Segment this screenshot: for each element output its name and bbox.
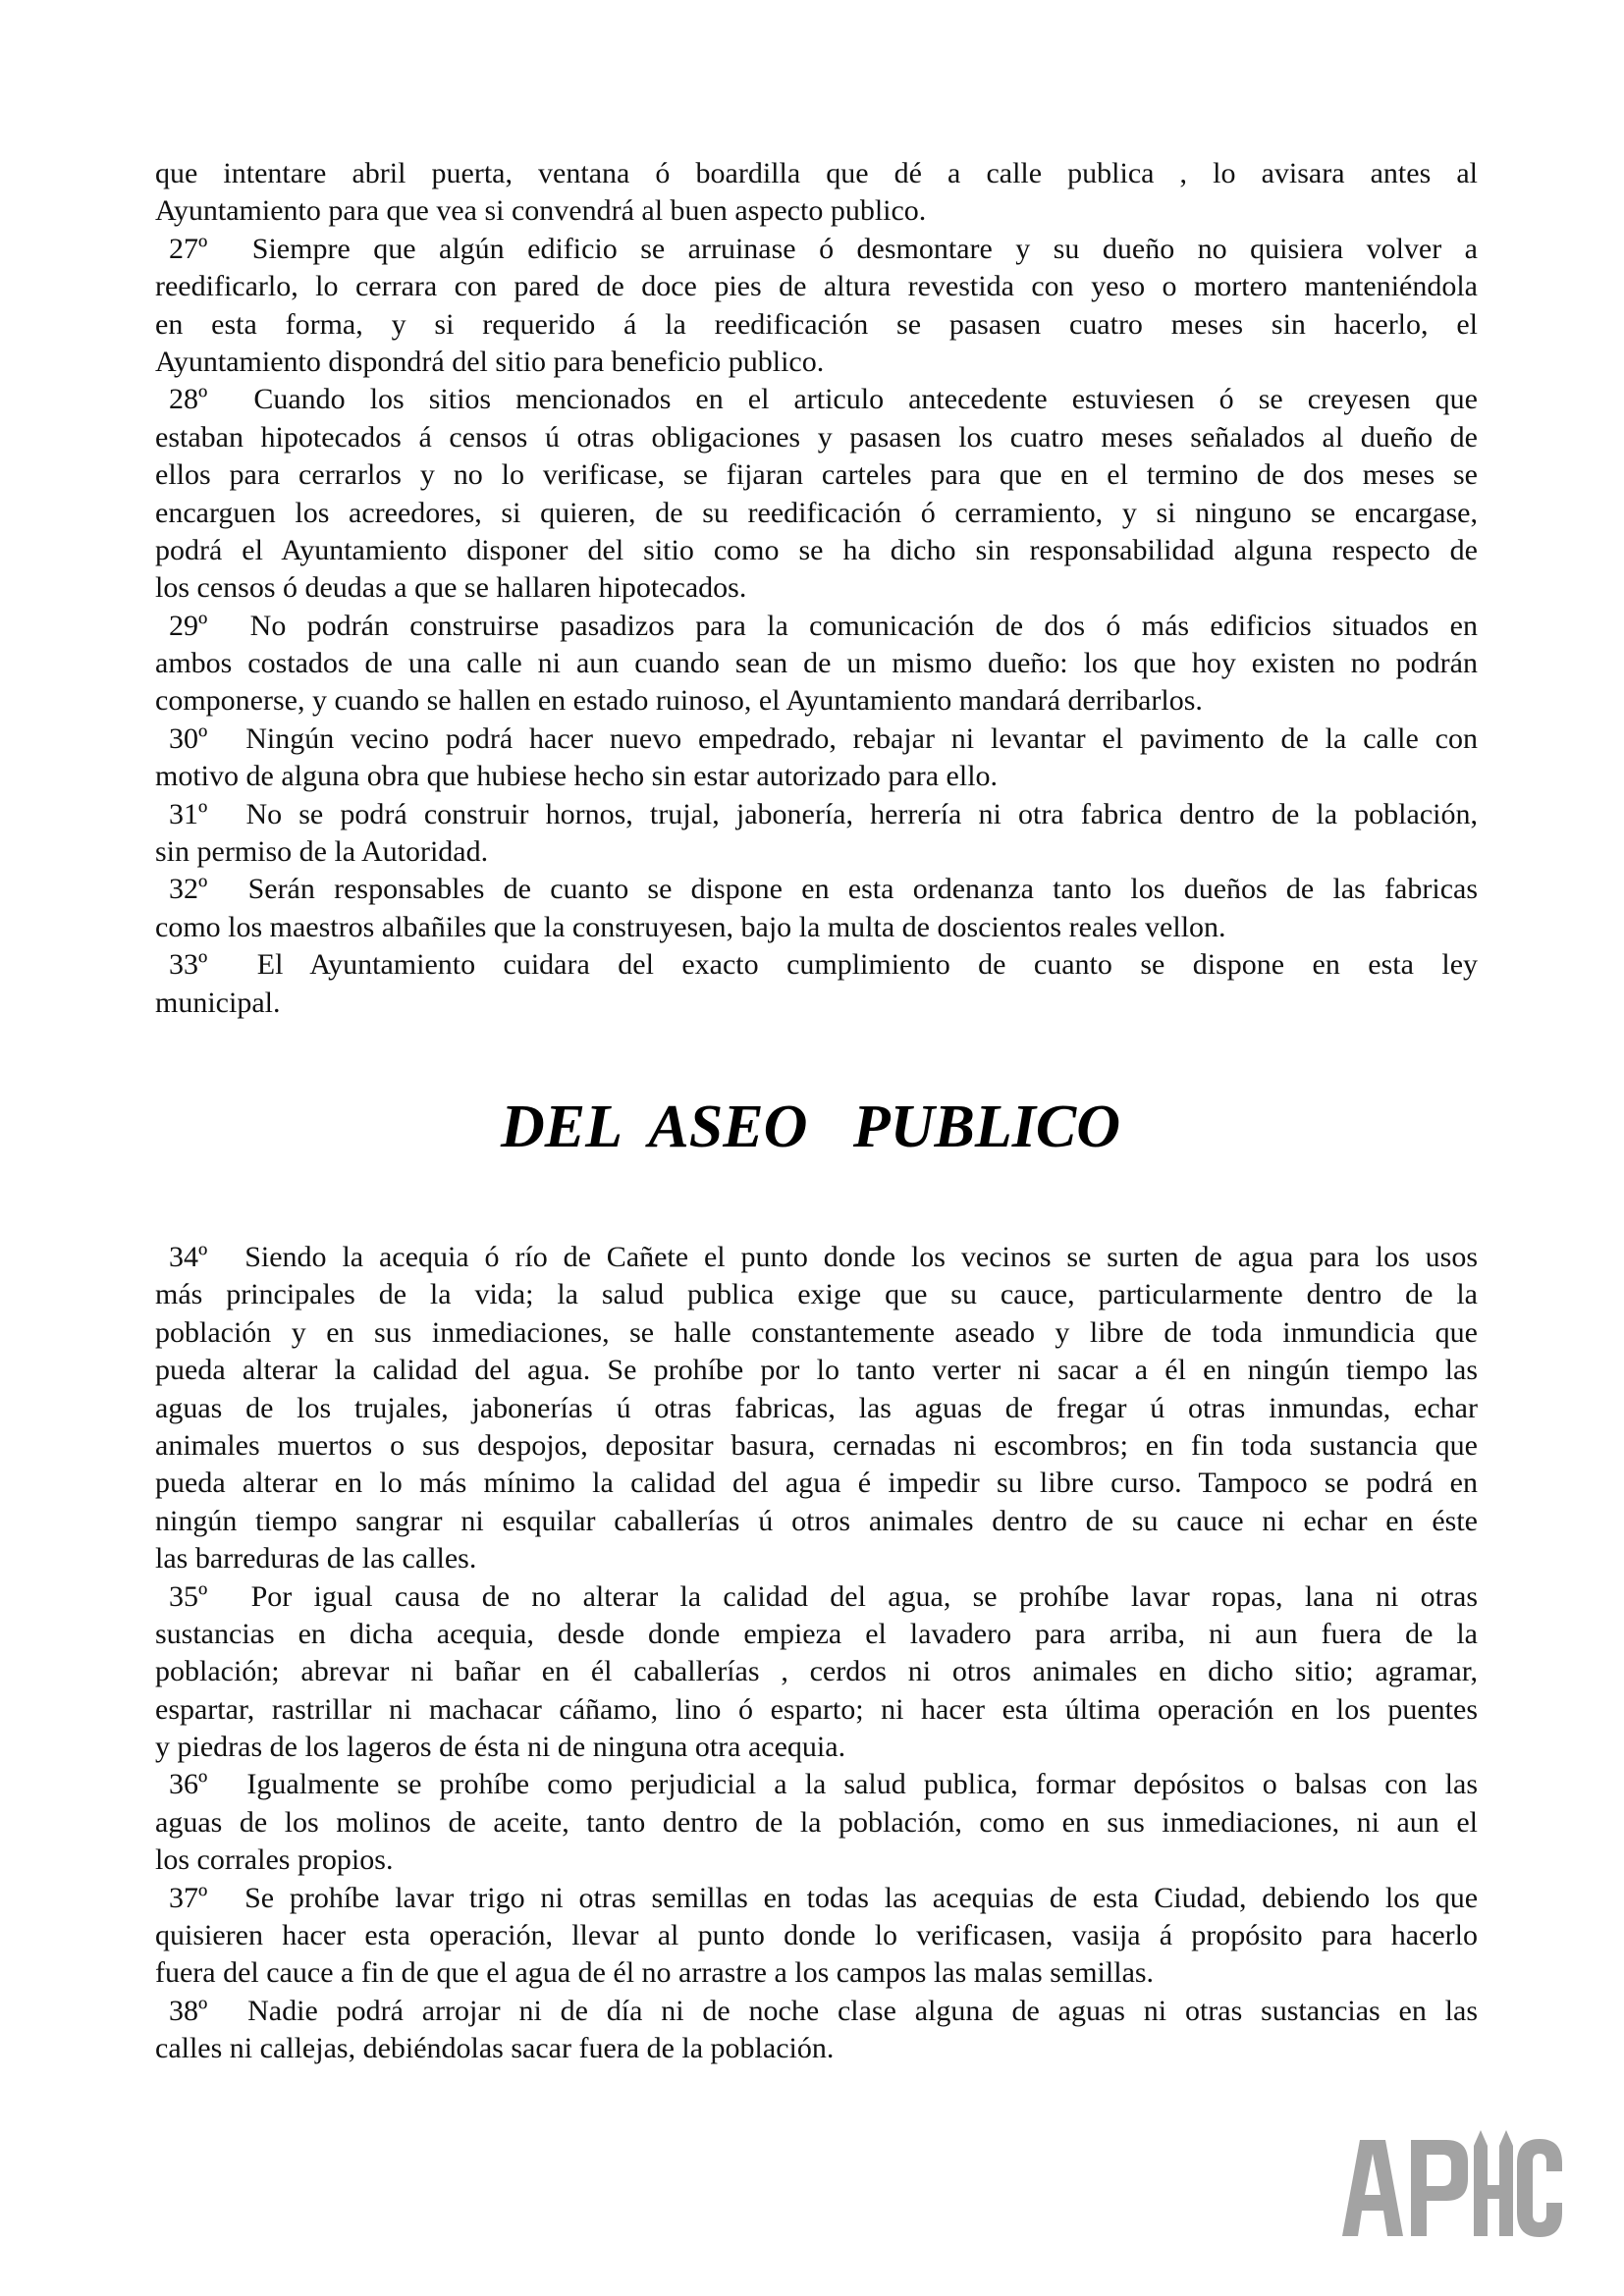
text-line bbox=[155, 1540, 1478, 1577]
article-text: Ningún vecino podrá hacer nuevo empedrado, rebajar ni levantar el pavimento de la calle con bbox=[245, 721, 1479, 755]
article-number: 37º bbox=[169, 1881, 208, 1914]
text-line bbox=[155, 946, 1478, 984]
text-line bbox=[155, 1729, 1478, 1766]
text-line bbox=[155, 381, 1478, 418]
article bbox=[155, 231, 1478, 382]
article-text: ambos costados de una calle ni aun cuando sean de un mismo dueño: los que hoy existen no podrán bbox=[155, 647, 1478, 680]
article-text: Ayuntamiento para que vea si convendrá al buen aspecto publico. bbox=[155, 194, 927, 228]
article-number: 28º bbox=[169, 383, 208, 416]
article-number: 34º bbox=[169, 1241, 208, 1273]
article-text: Nadie podrá arrojar ni de día ni de noche clase alguna de aguas ni otras sustancias en las bbox=[247, 1994, 1479, 2027]
text-line bbox=[155, 532, 1478, 569]
article-text: Siendo la acequia ó río de Cañete el punto donde los vecinos se surten de agua para los usos bbox=[244, 1241, 1479, 1273]
text-line bbox=[155, 608, 1478, 645]
text-line bbox=[155, 192, 1478, 230]
article-text: componerse, y cuando se hallen en estado ruinoso, el Ayuntamiento mandará derribarlos. bbox=[155, 684, 1203, 718]
article-number: 33º bbox=[169, 948, 208, 982]
text-line bbox=[155, 456, 1478, 494]
articles-section-public-hygiene bbox=[155, 1239, 1478, 2068]
article-text: ellos para cerrarlos y no lo verificase, se fijaran carteles para que en el termino de dos meses se bbox=[155, 458, 1478, 492]
text-line bbox=[155, 1578, 1478, 1616]
article bbox=[155, 608, 1478, 721]
article-text: reedificarlo, lo cerrara con pared de doce pies de altura revestida con yeso o mortero manteniéndola bbox=[155, 270, 1478, 303]
article-number: 31º bbox=[169, 797, 208, 830]
article-text: Ayuntamiento dispondrá del sitio para beneficio publico. bbox=[155, 345, 825, 378]
article-text: Igualmente se prohíbe como perjudicial a la salud publica, formar depósitos o balsas con las bbox=[246, 1768, 1478, 1801]
article-text: aguas de los molinos de aceite, tanto dentro de la población, como en sus inmediaciones, ni aun el bbox=[155, 1805, 1478, 1839]
article-text: población; abrevar ni bañar en él caballerías , cerdos ni otros animales en dicho sitio; agramar, bbox=[155, 1655, 1478, 1688]
article-text: municipal. bbox=[155, 986, 281, 1019]
text-line bbox=[155, 1653, 1478, 1690]
article bbox=[155, 946, 1478, 1022]
text-line bbox=[155, 1954, 1478, 1992]
article-continuation bbox=[155, 155, 1478, 231]
article-text: Serán responsables de cuanto se dispone en esta ordenanza tanto los dueños de las fabricas bbox=[247, 873, 1479, 906]
text-line bbox=[155, 1691, 1478, 1729]
article-text: aguas de los trujales, jabonerías ú otras fabricas, las aguas de fregar ú otras inmundas, echar bbox=[155, 1391, 1478, 1424]
article-number: 38º bbox=[169, 1994, 208, 2027]
article-text: espartar, rastrillar ni machacar cáñamo, lino ó esparto; ni hacer esta última operación en los puentes bbox=[155, 1692, 1478, 1726]
article bbox=[155, 721, 1478, 796]
article bbox=[155, 1239, 1478, 1578]
article-text: los corrales propios. bbox=[155, 1843, 394, 1877]
article-text: como los maestros albañiles que la construyesen, bajo la multa de doscientos reales vellon. bbox=[155, 910, 1226, 943]
article-text: estaban hipotecados á censos ú otras obligaciones y pasasen los cuatro meses señalados al dueño de bbox=[155, 420, 1478, 454]
article bbox=[155, 796, 1478, 872]
article-text: Por igual causa de no alterar la calidad del agua, se prohíbe lavar ropas, lana ni otras bbox=[250, 1579, 1478, 1613]
article-text: animales muertos o sus despojos, depositar basura, cernadas ni escombros; en fin toda sustancia que bbox=[155, 1428, 1478, 1462]
article-text: Siempre que algún edificio se arruinase ó desmontare y su dueño no quisiera volver a bbox=[251, 232, 1479, 265]
text-line bbox=[155, 682, 1478, 720]
article-text: encarguen los acreedores, si quieren, de su reedificación ó cerramiento, y si ninguno se encargase, bbox=[155, 496, 1478, 529]
text-line bbox=[155, 645, 1478, 682]
text-line bbox=[155, 1465, 1478, 1502]
text-line bbox=[155, 268, 1478, 305]
article bbox=[155, 1766, 1478, 1879]
article-text: que intentare abril puerta, ventana ó boardilla que dé a calle publica , lo avisara antes al bbox=[155, 157, 1478, 189]
text-line bbox=[155, 1616, 1478, 1653]
text-line bbox=[155, 155, 1478, 192]
text-line bbox=[155, 1842, 1478, 1879]
text-line bbox=[155, 495, 1478, 532]
text-line bbox=[155, 796, 1478, 833]
article-text: calles ni callejas, debiéndolas sacar fuera de la población. bbox=[155, 2032, 835, 2065]
text-line bbox=[155, 1427, 1478, 1465]
text-line bbox=[155, 1993, 1478, 2030]
aphc-logo-icon bbox=[1340, 2128, 1568, 2238]
article bbox=[155, 871, 1478, 946]
article-text: quisieren hacer esta operación, llevar al punto donde lo verificasen, vasija á propósito para hacerlo bbox=[155, 1919, 1478, 1952]
article-text: El Ayuntamiento cuidara del exacto cumplimiento de cuanto se dispone en esta ley bbox=[256, 948, 1479, 982]
article bbox=[155, 381, 1478, 607]
text-line bbox=[155, 1239, 1478, 1276]
text-line bbox=[155, 1917, 1478, 1954]
article-text: No podrán construirse pasadizos para la comunicación de dos ó más edificios situados en bbox=[249, 609, 1479, 642]
text-line bbox=[155, 721, 1478, 758]
watermark-text bbox=[1568, 2128, 1569, 2129]
article-text: Se prohíbe lavar trigo ni otras semillas en todas las acequias de esta Ciudad, debiendo los que bbox=[244, 1881, 1479, 1914]
text-line bbox=[155, 231, 1478, 268]
article-text: Cuando los sitios mencionados en el articulo antecedente estuviesen ó se creyesen que bbox=[253, 383, 1478, 416]
article-text: pueda alterar en lo más mínimo la calidad del agua é impedir su libre curso. Tampoco se podrá en bbox=[155, 1467, 1478, 1500]
section-heading: DEL ASEO PUBLICO bbox=[501, 1094, 1120, 1160]
article-text: más principales de la vida; la salud publica exige que su cauce, particularmente dentro de la bbox=[155, 1278, 1478, 1311]
text-line bbox=[155, 344, 1478, 381]
text-line bbox=[155, 569, 1478, 607]
text-line bbox=[155, 1503, 1478, 1540]
article-text: ningún tiempo sangrar ni esquilar caballerías ú otros animales dentro de su cauce ni echar en éste bbox=[155, 1504, 1478, 1537]
text-line bbox=[155, 1352, 1478, 1389]
text-line bbox=[155, 419, 1478, 456]
article-text: motivo de alguna obra que hubiese hecho sin estar autorizado para ello. bbox=[155, 760, 999, 793]
article-text: sustancias en dicha acequia, desde donde empieza el lavadero para arriba, ni aun fuera de la bbox=[155, 1617, 1478, 1650]
text-line bbox=[155, 1390, 1478, 1427]
text-line bbox=[155, 1804, 1478, 1842]
article-text: sin permiso de la Autoridad. bbox=[155, 835, 489, 869]
article bbox=[155, 1880, 1478, 1993]
text-line bbox=[155, 1880, 1478, 1917]
article-number: 29º bbox=[169, 609, 208, 642]
article-number: 36º bbox=[169, 1768, 208, 1801]
article-text: No se podrá construir hornos, trujal, jabonería, herrería ni otra fabrica dentro de la población, bbox=[245, 797, 1478, 830]
text-line bbox=[155, 871, 1478, 908]
articles-section-construction bbox=[155, 155, 1478, 1022]
text-line bbox=[155, 2030, 1478, 2067]
article bbox=[155, 1993, 1478, 2068]
article-number: 32º bbox=[169, 873, 208, 906]
article-text: las barreduras de las calles. bbox=[155, 1542, 477, 1575]
article-text: podrá el Ayuntamiento disponer del sitio como se ha dicho sin responsabilidad alguna respecto de bbox=[155, 533, 1478, 566]
article-text: fuera del cauce a fin de que el agua de él no arrastre a los campos las malas semillas. bbox=[155, 1956, 1155, 1990]
text-line bbox=[155, 909, 1478, 946]
text-line bbox=[155, 1314, 1478, 1352]
article bbox=[155, 1578, 1478, 1767]
text-line bbox=[155, 758, 1478, 795]
text-line bbox=[155, 985, 1478, 1022]
aphc-watermark-logo bbox=[1340, 2128, 1568, 2238]
article-text: población y en sus inmediaciones, se halle constantemente aseado y libre de toda inmundicia que bbox=[155, 1315, 1478, 1349]
article-text: pueda alterar la calidad del agua. Se prohíbe por lo tanto verter ni sacar a él en ningún tiempo las bbox=[155, 1354, 1478, 1387]
article-text: los censos ó deudas a que se hallaren hipotecados. bbox=[155, 571, 747, 605]
text-line bbox=[155, 1766, 1478, 1803]
article-text: y piedras de los lageros de ésta ni de ninguna otra acequia. bbox=[155, 1731, 846, 1764]
article-number: 30º bbox=[169, 721, 208, 755]
article-number: 35º bbox=[169, 1579, 208, 1613]
article-number: 27º bbox=[169, 232, 208, 265]
text-line bbox=[155, 1276, 1478, 1313]
text-line bbox=[155, 833, 1478, 871]
text-line bbox=[155, 306, 1478, 344]
article-text: en esta forma, y si requerido á la reedificación se pasasen cuatro meses sin hacerlo, el bbox=[155, 307, 1478, 341]
